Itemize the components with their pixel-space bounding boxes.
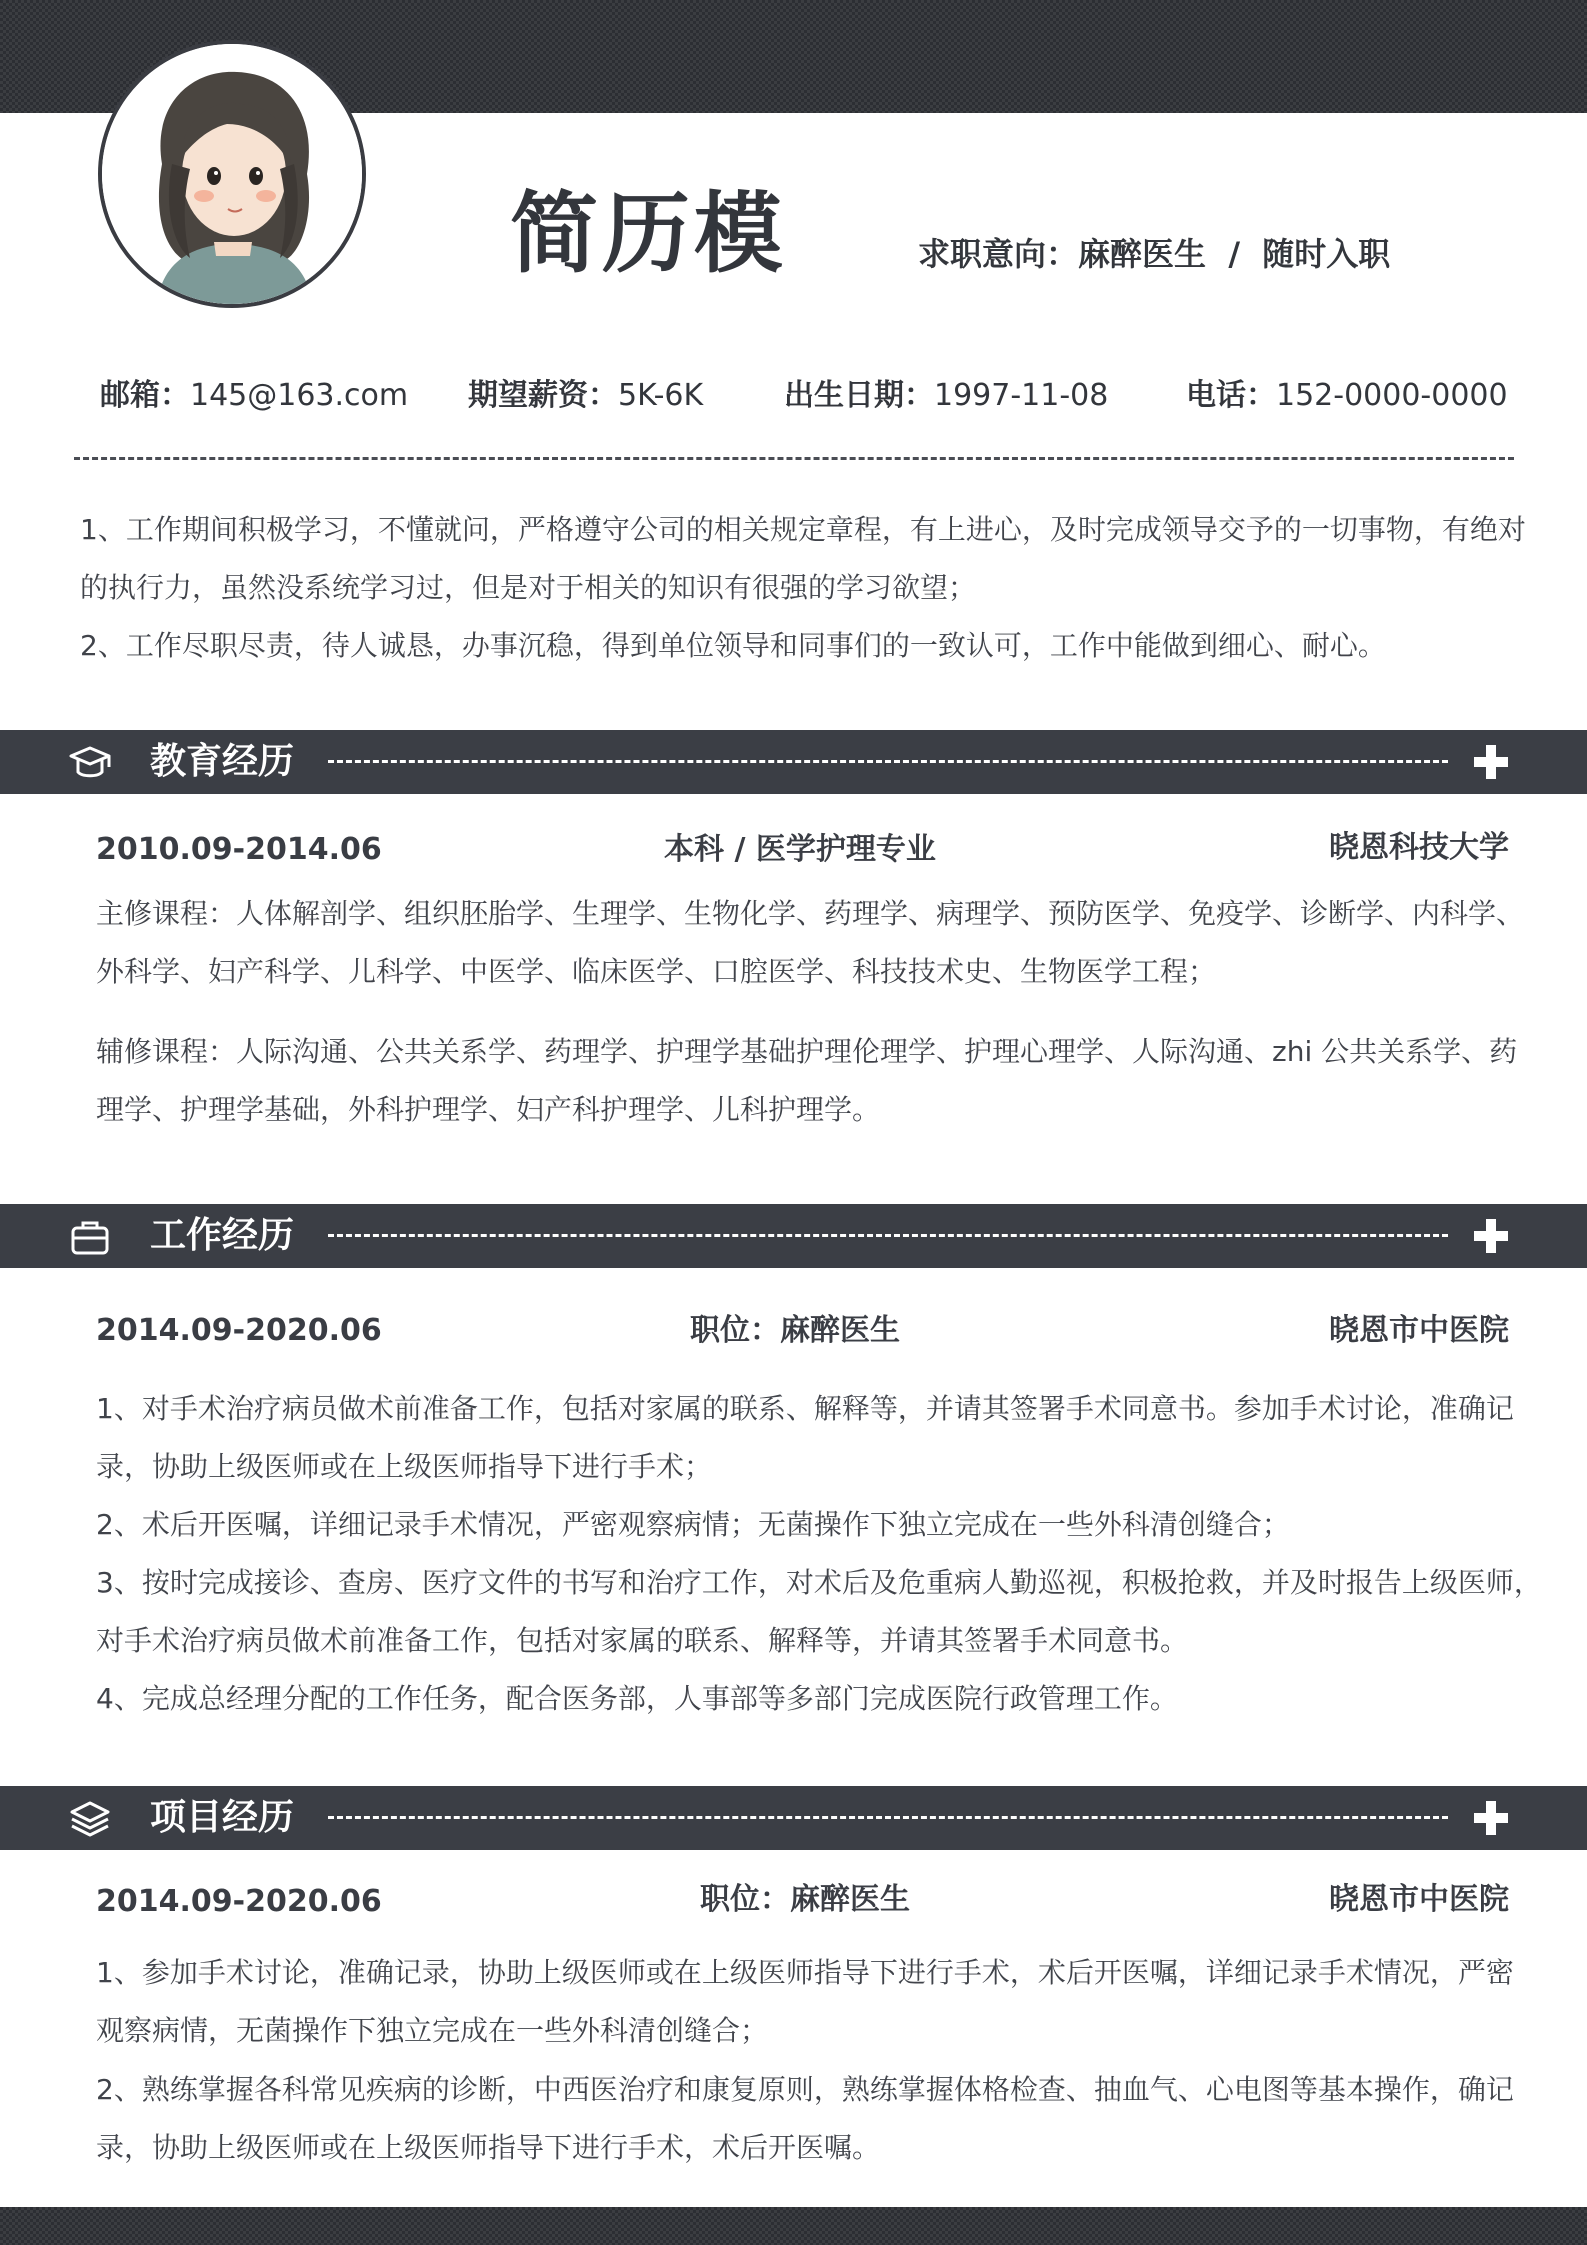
section-header-education <box>0 730 1587 794</box>
job-intent <box>918 232 1390 276</box>
job-intent-position: 麻醉医生 <box>1078 235 1207 273</box>
birth-value: 1997-11-08 <box>934 378 1109 413</box>
header-divider <box>74 457 1514 460</box>
work-period: 2014.09-2020.06 <box>96 1313 382 1348</box>
work-line: 2、术后开医嘱，详细记录手术情况，严密观察病情；无菌操作下独立完成在一些外科清创缝合； <box>96 1508 1290 1541</box>
project-line: 观察病情，无菌操作下独立完成在一些外科清创缝合； <box>96 2014 769 2047</box>
summary-line-3: 2、工作尽职尽责，待人诚恳，办事沉稳，得到单位领导和同事们的一致认可，工作中能做到细心、耐心。 <box>80 629 1386 662</box>
project-line: 2、熟练掌握各科常见疾病的诊断，中西医治疗和康复原则，熟练掌握体格检查、抽血气、心电图等基本操作，确记 <box>96 2073 1514 2106</box>
job-intent-start: 随时入职 <box>1262 235 1391 273</box>
project-period: 2014.09-2020.06 <box>96 1884 382 1919</box>
plus-icon <box>1474 745 1508 779</box>
section-header-work <box>0 1204 1587 1268</box>
summary-line-1: 1、工作期间积极学习，不懂就问，严格遵守公司的相关规定章程，有上进心，及时完成领导交予的一切事物，有绝对 <box>80 513 1526 546</box>
job-intent-label: 求职意向： <box>918 235 1079 273</box>
avatar <box>98 40 366 308</box>
section-header-project <box>0 1786 1587 1850</box>
graduation-cap-icon <box>68 743 112 783</box>
work-position: 职位：麻醉医生 <box>690 1313 900 1348</box>
phone-label: 电话： <box>1186 378 1276 413</box>
section-dash-education <box>328 760 1448 763</box>
project-line: 录，协助上级医师或在上级医师指导下进行手术，术后开医嘱。 <box>96 2131 881 2164</box>
education-minor-line-1: 辅修课程：人际沟通、公共关系学、药理学、护理学基础护理伦理学、护理心理学、人际沟通、zhi 公共关系学、药 <box>96 1035 1518 1068</box>
avatar-illustration <box>102 44 362 304</box>
contact-birth <box>784 374 1108 418</box>
project-company: 晓恩市中医院 <box>1329 1882 1509 1917</box>
contact-salary <box>468 374 703 418</box>
education-major-line-1: 主修课程：人体解剖学、组织胚胎学、生理学、生物化学、药理学、病理学、预防医学、免疫学、诊断学、内科学、 <box>96 897 1525 930</box>
work-line: 1、对手术治疗病员做术前准备工作，包括对家属的联系、解释等，并请其签署手术同意书。参加手术讨论，准确记 <box>96 1392 1514 1425</box>
plus-icon <box>1474 1801 1508 1835</box>
section-dash-work <box>328 1234 1448 1237</box>
job-intent-separator: / <box>1228 235 1240 273</box>
project-position: 职位：麻醉医生 <box>700 1882 910 1917</box>
salary-value: 5K-6K <box>618 378 704 413</box>
email-value: 145@163.com <box>190 378 409 413</box>
education-minor-line-2: 理学、护理学基础，外科护理学、妇产科护理学、儿科护理学。 <box>96 1093 881 1126</box>
education-period: 2010.09-2014.06 <box>96 832 382 867</box>
work-line: 对手术治疗病员做术前准备工作，包括对家属的联系、解释等，并请其签署手术同意书。 <box>96 1624 1189 1657</box>
contact-email <box>100 374 408 418</box>
birth-label: 出生日期： <box>784 378 934 413</box>
education-degree: 本科 / 医学护理专业 <box>664 832 936 867</box>
summary-line-2: 的执行力，虽然没系统学习过，但是对于相关的知识有很强的学习欲望； <box>80 571 977 604</box>
section-dash-project <box>328 1816 1448 1819</box>
project-line: 1、参加手术讨论，准确记录，协助上级医师或在上级医师指导下进行手术，术后开医嘱，详细记录手术情况，严密 <box>96 1956 1514 1989</box>
work-line: 3、按时完成接诊、查房、医疗文件的书写和治疗工作，对术后及危重病人勤巡视，积极抢救，并及时报告上级医师， <box>96 1566 1542 1599</box>
work-company: 晓恩市中医院 <box>1329 1313 1509 1348</box>
section-title-project: 项目经历 <box>150 1797 295 1838</box>
section-title-work: 工作经历 <box>150 1215 295 1256</box>
section-title-education: 教育经历 <box>150 741 295 782</box>
briefcase-icon <box>68 1217 112 1257</box>
phone-value: 152-0000-0000 <box>1276 378 1508 413</box>
education-major-line-2: 外科学、妇产科学、儿科学、中医学、临床医学、口腔医学、科技技术史、生物医学工程； <box>96 955 1217 988</box>
work-line: 4、完成总经理分配的工作任务，配合医务部，人事部等多部门完成医院行政管理工作。 <box>96 1682 1178 1715</box>
contact-phone <box>1186 374 1508 418</box>
layers-icon <box>68 1799 112 1839</box>
email-label: 邮箱： <box>100 378 190 413</box>
candidate-name: 简历模 <box>510 182 787 285</box>
education-school: 晓恩科技大学 <box>1329 830 1509 865</box>
work-line: 录，协助上级医师或在上级医师指导下进行手术； <box>96 1450 713 1483</box>
salary-label: 期望薪资： <box>468 378 618 413</box>
bottom-pattern-band <box>0 2207 1587 2245</box>
plus-icon <box>1474 1219 1508 1253</box>
